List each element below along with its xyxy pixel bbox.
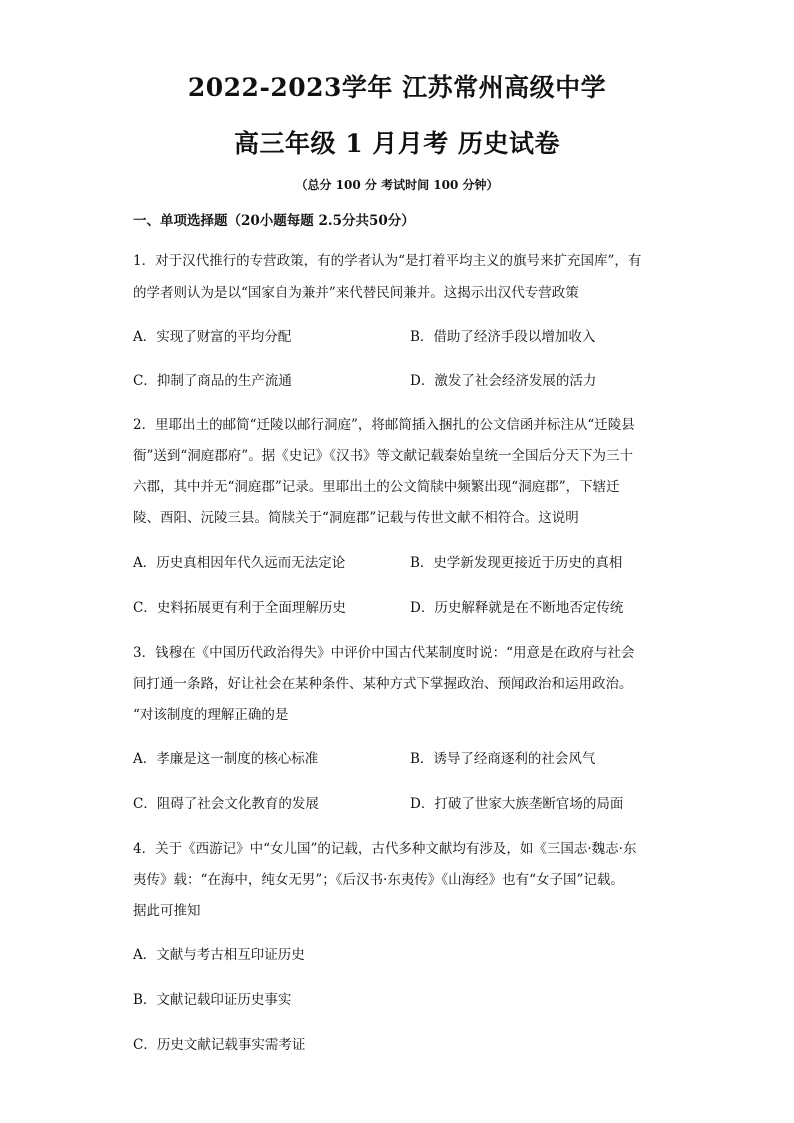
exam-title-line1: 2022-2023学年 江苏常州高级中学 — [187, 73, 607, 102]
question-3-line-3: “对该制度的理解正确的是 — [133, 707, 289, 723]
section-heading: 一、单项选择题（20小题每题 2.5分共50分） — [133, 213, 415, 229]
question-2-line-1: 2．里耶出土的邮简“迁陵以邮行洞庭”，将邮简插入捆扎的公文信函并标注从“迁陵县 — [133, 417, 635, 433]
question-3-line-1: 3．钱穆在《中国历代政治得失》中评价中国古代某制度时说：“用意是在政府与社会 — [133, 645, 635, 661]
question-3-line-2: 间打通一条路，好让社会在某种条件、某种方式下掌握政治、预闻政治和运用政治。 — [133, 676, 633, 692]
exam-title-line2: 高三年级 1 月月考 历史试卷 — [233, 129, 560, 158]
question-3-option-c[interactable]: C．阻碍了社会文化教育的发展 — [133, 796, 319, 812]
question-2-option-b[interactable]: B．史学新发现更接近于历史的真相 — [410, 555, 623, 571]
question-1-option-d[interactable]: D．激发了社会经济发展的活力 — [410, 373, 597, 389]
question-4-option-a[interactable]: A．文献与考古相互印证历史 — [133, 947, 305, 963]
question-1-line-2: 的学者则认为是以“国家自为兼并”来代替民间兼并。这揭示出汉代专营政策 — [133, 285, 579, 301]
question-3-option-a[interactable]: A．孝廉是这一制度的核心标准 — [133, 751, 319, 767]
question-4-option-c[interactable]: C．历史文献记载事实需考证 — [133, 1037, 306, 1053]
question-1-line-1: 1．对于汉代推行的专营政策，有的学者认为“是打着平均主义的旗号来扩充国库”，有 — [133, 253, 642, 269]
question-2-option-a[interactable]: A．历史真相因年代久远而无法定论 — [133, 555, 346, 571]
question-1-option-a[interactable]: A．实现了财富的平均分配 — [133, 329, 292, 345]
question-2-option-d[interactable]: D．历史解释就是在不断地否定传统 — [410, 600, 624, 616]
question-4-option-b[interactable]: B．文献记载印证历史事实 — [133, 992, 292, 1008]
question-4-line-3: 据此可推知 — [133, 903, 201, 919]
question-3-option-d[interactable]: D．打破了世家大族垄断官场的局面 — [410, 796, 624, 812]
question-4-line-1: 4．关于《西游记》中“女儿国”的记载，古代多种文献均有涉及，如《三国志·魏志·东 — [133, 841, 637, 857]
question-2-line-2: 衙”送到“洞庭郡府”。据《史记》《汉书》等文献记载秦始皇统一全国后分天下为三十 — [133, 448, 633, 464]
question-4-line-2: 夷传》载：“在海中，纯女无男”；《后汉书·东夷传》《山海经》也有“女子国”记载。 — [133, 872, 624, 888]
question-2-line-4: 陵、酉阳、沅陵三县。简牍关于“洞庭郡”记载与传世文献不相符合。这说明 — [133, 510, 579, 526]
question-1-option-b[interactable]: B．借助了经济手段以增加收入 — [410, 329, 596, 345]
question-2-line-3: 六郡，其中并无“洞庭郡”记录。里耶出土的公文简牍中频繁出现“洞庭郡”，下辖迁 — [133, 479, 620, 495]
question-1-option-c[interactable]: C．抑制了商品的生产流通 — [133, 373, 292, 389]
exam-subtitle: （总分 100 分 考试时间 100 分钟） — [295, 178, 499, 192]
question-2-option-c[interactable]: C．史料拓展更有利于全面理解历史 — [133, 600, 346, 616]
question-3-option-b[interactable]: B．诱导了经商逐利的社会风气 — [410, 751, 596, 767]
